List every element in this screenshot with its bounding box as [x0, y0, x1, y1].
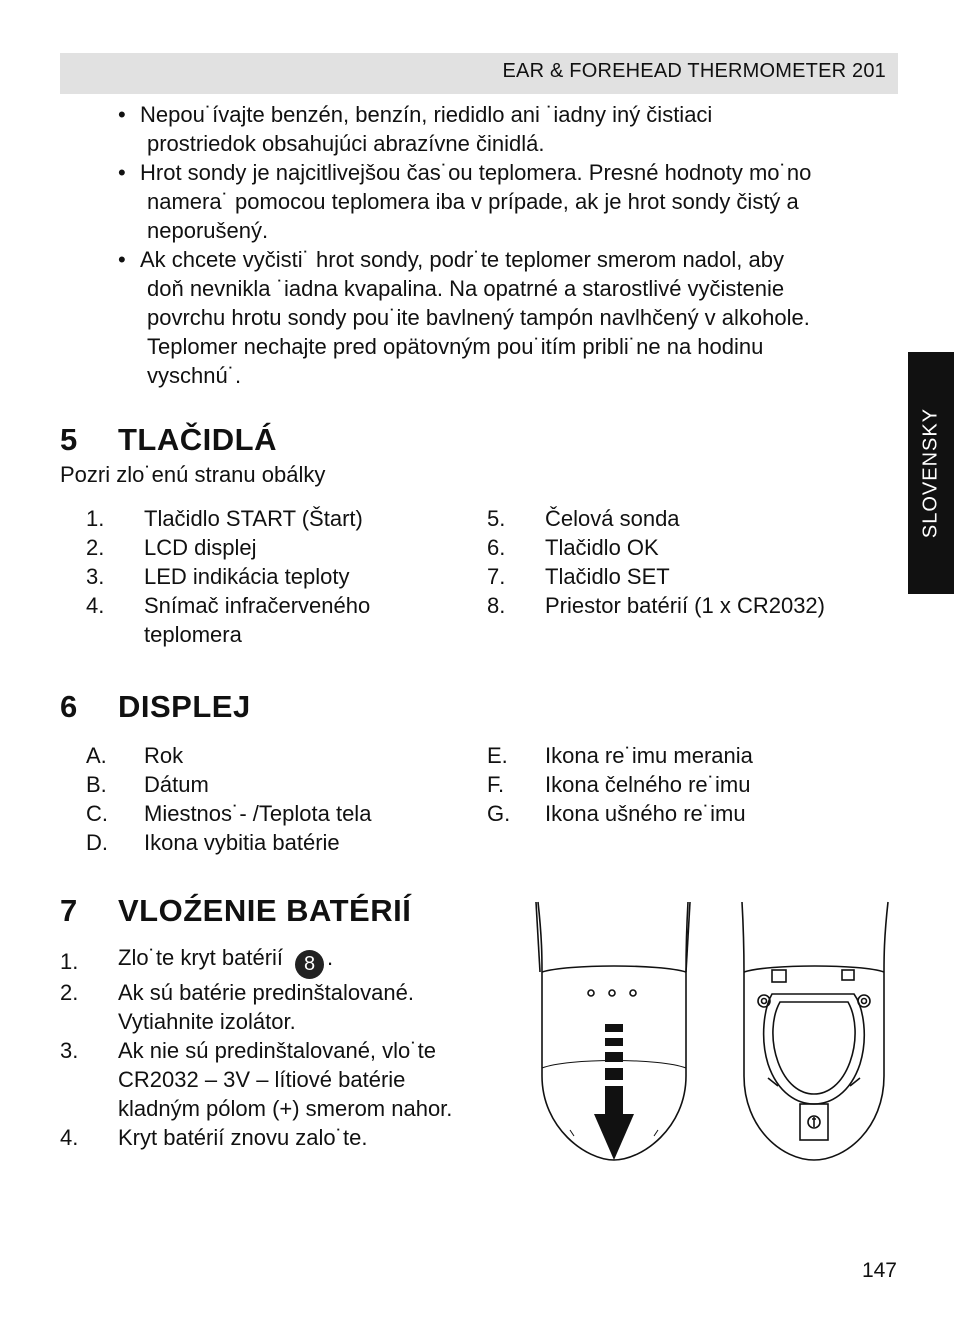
item-letter: B. [86, 772, 107, 797]
buttons-list-left [86, 504, 466, 649]
step-number: 2. [60, 980, 79, 1005]
bullet-line: Hrot sondy je najcitlivejšou čas˙ou teplomera. Presné hodnoty mo˙no [140, 160, 812, 185]
item-label: Miestnos˙- /Teplota tela [144, 801, 372, 826]
list-item [86, 770, 466, 799]
item-label: LCD displej [144, 535, 257, 560]
item-number: 7. [487, 564, 506, 589]
list-item [487, 591, 887, 620]
section-number: 7 [60, 893, 78, 928]
list-item [487, 741, 887, 770]
page-header [60, 53, 898, 94]
item-number: 1. [86, 506, 105, 531]
list-item [487, 504, 887, 533]
step-text: Zlo˙te kryt batérií [118, 945, 284, 970]
list-item [487, 562, 887, 591]
list-item [487, 533, 887, 562]
list-item [86, 562, 466, 591]
list-item [86, 504, 466, 533]
item-label: Tlačidlo START (Štart) [144, 506, 363, 531]
item-label: LED indikácia teploty [144, 564, 350, 589]
item-label: Dátum [144, 772, 209, 797]
item-number: 2. [86, 535, 105, 560]
item-label: teplomera [144, 622, 242, 647]
item-letter: F. [487, 772, 505, 797]
bullet-item [118, 245, 898, 390]
list-item [86, 799, 466, 828]
section-6-heading [60, 689, 251, 725]
step-number: 3. [60, 1038, 79, 1063]
bullet-line: namera˙ pomocou teplomera iba v prípade, ak je hrot sondy čistý a [147, 189, 799, 214]
item-label: Ikona vybitia batérie [144, 830, 340, 855]
step-number: 1. [60, 948, 79, 974]
item-number: 5. [487, 506, 506, 531]
section-title: DISPLEJ [118, 689, 251, 724]
item-label: Snímač infračerveného [144, 593, 371, 618]
bullet-line: neporušený. [147, 218, 269, 243]
bullet-line: Teplomer nechajte pred opätovným pou˙itím pribli˙ne na hodinu [147, 334, 764, 359]
item-letter: D. [86, 830, 108, 855]
header-title: EAR & FOREHEAD THERMOMETER 201 [502, 60, 886, 82]
page-number: 147 [861, 1259, 897, 1282]
step-text: Kryt batérií znovu zalo˙te. [118, 1125, 368, 1150]
bullet-item [118, 158, 898, 245]
item-letter: G. [487, 801, 511, 826]
section-7-heading [60, 893, 411, 929]
bullet-line: Ak chcete vyčisti˙ hrot sondy, podr˙te teplomer smerom nadol, aby [140, 247, 784, 272]
battery-steps [60, 944, 510, 1152]
battery-cover-badge-icon: 8 [295, 950, 324, 979]
item-label: Tlačidlo OK [545, 535, 659, 560]
language-tab [908, 352, 954, 594]
step-number: 4. [60, 1125, 79, 1150]
list-item [86, 533, 466, 562]
list-item [86, 591, 466, 649]
cleaning-bullet-list [118, 100, 898, 390]
step-text: . [327, 945, 334, 970]
item-label: Ikona ušného re˙imu [545, 801, 746, 826]
bullet-line: doň nevnikla ˙iadna kvapalina. Na opatrné a starostlivé vyčistenie [147, 276, 785, 301]
section-5-heading [60, 422, 277, 458]
battery-illustration [528, 898, 898, 1168]
section-5-subtitle: Pozri zlo˙enú stranu obálky [60, 462, 326, 487]
list-item [487, 799, 887, 828]
list-item [487, 770, 887, 799]
step-text: CR2032 – 3V – lítiové batérie [118, 1067, 406, 1092]
item-label: Ikona čelného re˙imu [545, 772, 751, 797]
bullet-line: Nepou˙ívajte benzén, benzín, riedidlo ani ˙iadny iný čistiaci [140, 102, 713, 127]
list-item [86, 828, 466, 857]
item-label: Ikona re˙imu merania [545, 743, 753, 768]
display-list-right [487, 741, 887, 828]
item-letter: E. [487, 743, 508, 768]
section-number: 5 [60, 422, 78, 457]
step-item [60, 1036, 510, 1123]
step-text: Ak sú batérie predinštalované. [118, 980, 414, 1005]
step-text: Vytiahnite izolátor. [118, 1009, 296, 1034]
list-item [86, 741, 466, 770]
step-text: kladným pólom (+) smerom nahor. [118, 1096, 453, 1121]
section-title: TLAČIDLÁ [118, 422, 277, 457]
buttons-list-right [487, 504, 887, 620]
bullet-line: vyschnú˙. [147, 363, 242, 388]
item-number: 3. [86, 564, 105, 589]
bullet-dot-icon: • [118, 247, 126, 272]
thermometer-back-open-icon [742, 902, 888, 1160]
display-list-left [86, 741, 466, 857]
language-tab-label: SLOVENSKY [919, 407, 942, 539]
bullet-line: prostriedok obsahujúci abrazívne činidlá. [147, 131, 545, 156]
step-item [60, 1123, 510, 1152]
step-item [60, 978, 510, 1036]
bullet-line: povrchu hrotu sondy pou˙ite bavlnený tampón navlhčený v alkohole. [147, 305, 810, 330]
section-number: 6 [60, 689, 78, 724]
step-item [60, 944, 510, 978]
item-label: Rok [144, 743, 184, 768]
bullet-dot-icon: • [118, 160, 126, 185]
bullet-dot-icon: • [118, 102, 126, 127]
item-label: Tlačidlo SET [545, 564, 670, 589]
item-number: 4. [86, 593, 105, 618]
section-title: VLOŹENIE BATÉRIÍ [118, 893, 412, 928]
step-text: Ak nie sú predinštalované, vlo˙te [118, 1038, 436, 1063]
item-number: 6. [487, 535, 506, 560]
item-number: 8. [487, 593, 506, 618]
item-letter: A. [86, 743, 107, 768]
item-letter: C. [86, 801, 108, 826]
item-label: Priestor batérií (1 x CR2032) [545, 593, 825, 618]
item-label: Čelová sonda [545, 506, 680, 531]
down-arrow-icon [594, 1024, 634, 1160]
bullet-item [118, 100, 898, 158]
